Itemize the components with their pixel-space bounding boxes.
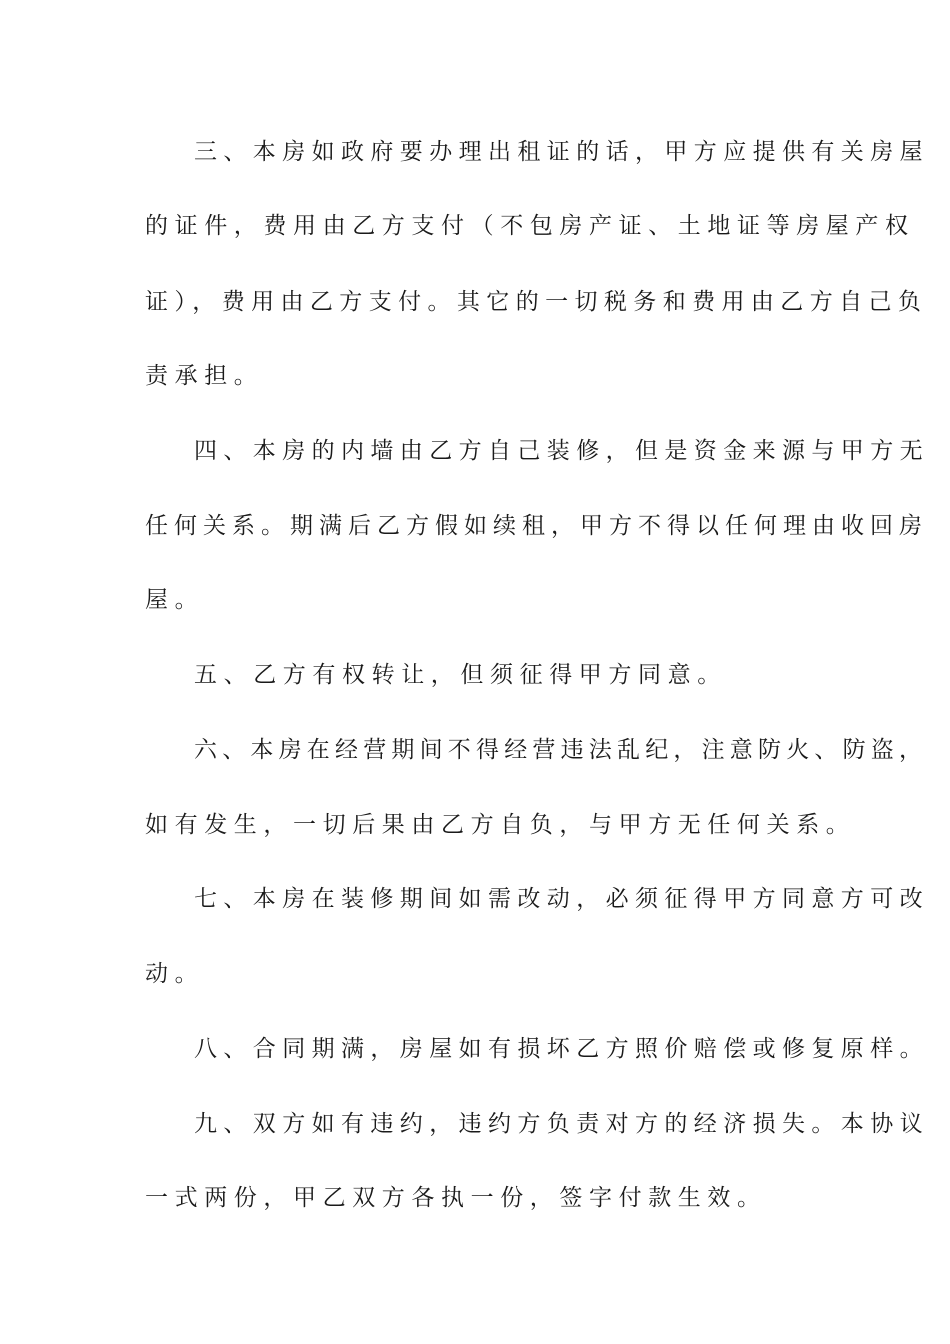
clause-6-line-2: 如有发生，一切后果由乙方自负，与甲方无任何关系。 [145, 812, 856, 838]
clause-6-line-1: 六、本房在经营期间不得经营违法乱纪，注意防火、防盗， [194, 737, 928, 763]
clause-9-line-2: 一式两份，甲乙双方各执一份，签字付款生效。 [145, 1185, 767, 1211]
clause-3-line-1: 三、本房如政府要办理出租证的话，甲方应提供有关房屋 [194, 139, 929, 165]
clause-8-line-1: 八、合同期满，房屋如有损坏乙方照价赔偿或修复原样。 [194, 1036, 929, 1062]
clause-4-line-2: 任何关系。期满后乙方假如续租，甲方不得以任何理由收回房 [145, 513, 928, 539]
clause-7-line-1: 七、本房在装修期间如需改动，必须征得甲方同意方可改 [194, 886, 929, 912]
clause-9-line-1: 九、双方如有违约，违约方负责对方的经济损失。本协议 [194, 1111, 929, 1137]
clause-3-line-2: 的证件，费用由乙方支付（不包房产证、土地证等房屋产权 [145, 213, 915, 239]
clause-4-line-3: 屋。 [145, 587, 205, 613]
clause-3-line-4: 责承担。 [145, 363, 264, 389]
clause-5-line-1: 五、乙方有权转让，但须征得甲方同意。 [194, 662, 727, 688]
clause-4-line-1: 四、本房的内墙由乙方自己装修，但是资金来源与甲方无 [194, 438, 929, 464]
clause-3-line-3: 证），费用由乙方支付。其它的一切税务和费用由乙方自己负 [145, 289, 928, 315]
clause-7-line-2: 动。 [145, 961, 205, 987]
